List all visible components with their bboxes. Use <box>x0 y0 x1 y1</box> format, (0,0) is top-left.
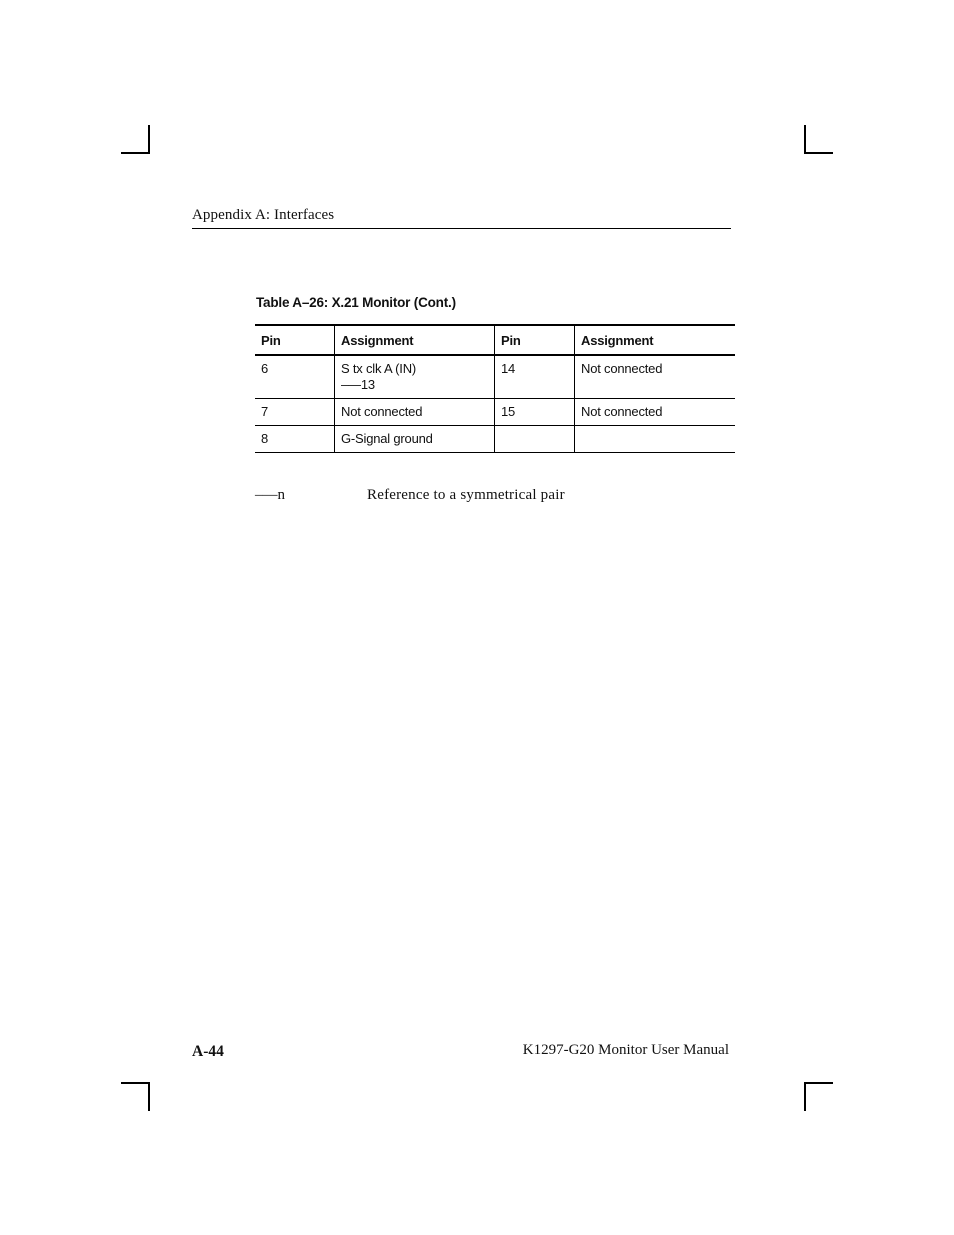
table-caption: Table A–26: X.21 Monitor (Cont.) <box>256 295 456 310</box>
table-row <box>255 355 735 399</box>
crop-mark-top-left-vertical <box>148 125 150 154</box>
assignment-cell <box>335 355 495 399</box>
crop-mark-bottom-right-vertical <box>804 1082 806 1111</box>
assignment-cell: Not connected <box>575 355 736 399</box>
pin-cell: 15 <box>495 399 575 426</box>
running-header: Appendix A: Interfaces <box>192 207 335 223</box>
pin-cell: 6 <box>261 361 269 376</box>
crop-mark-bottom-left-horizontal <box>121 1082 150 1084</box>
table-header-row <box>255 325 735 355</box>
footnote-text: Reference to a symmetrical pair <box>367 487 565 503</box>
assignment-cell: G-Signal ground <box>335 426 495 453</box>
page-number: A-44 <box>192 1043 224 1060</box>
pin-cell <box>495 426 575 453</box>
pin-cell: 8 <box>261 431 269 446</box>
column-header-pin: Pin <box>261 333 281 348</box>
crop-mark-top-right-horizontal <box>804 152 833 154</box>
table-row <box>255 399 735 426</box>
manual-title: K1297-G20 Monitor User Manual <box>522 1042 729 1058</box>
column-header-assignment: Assignment <box>575 325 736 355</box>
assignment-cell: Not connected <box>575 399 736 426</box>
assignment-text: S tx clk A (IN) <box>341 361 417 376</box>
crop-mark-top-right-vertical <box>804 125 806 154</box>
crop-mark-top-left-horizontal <box>121 152 150 154</box>
header-rule <box>192 228 731 229</box>
crop-mark-bottom-right-horizontal <box>804 1082 833 1084</box>
table-row <box>255 426 735 453</box>
pair-reference: –—13 <box>341 377 375 392</box>
pin-assignment-table <box>255 324 735 453</box>
pin-cell: 7 <box>261 404 269 419</box>
crop-mark-bottom-left-vertical <box>148 1082 150 1111</box>
pin-cell: 14 <box>495 355 575 399</box>
column-header-assignment: Assignment <box>335 325 495 355</box>
assignment-cell <box>575 426 736 453</box>
column-header-pin: Pin <box>495 325 575 355</box>
footnote-key: –—n <box>255 487 285 503</box>
assignment-cell: Not connected <box>335 399 495 426</box>
